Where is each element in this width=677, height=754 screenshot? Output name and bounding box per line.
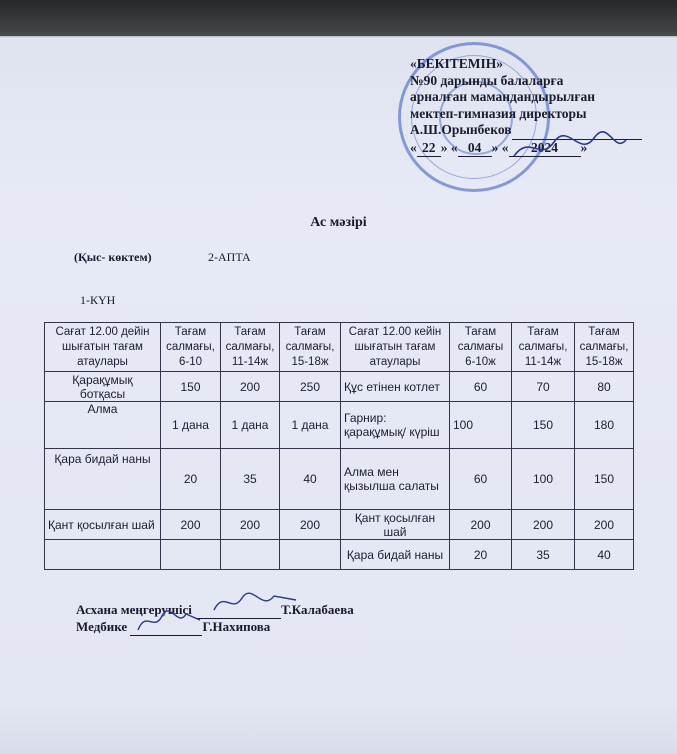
table-cell [221,540,280,570]
table-cell: Құс етінен котлет [341,372,450,402]
table-cell [161,540,221,570]
table-cell: Қарақұмық ботқасы [45,372,161,402]
table-cell: 250 [280,372,341,402]
approval-date: « 22 » « 04 » « 2024 » [410,140,660,158]
table-cell: 100 [512,449,575,510]
table-cell: 200 [575,510,634,540]
day-label: 1-КҮН [80,293,116,307]
table-cell: Алма мен қызылша салаты [341,449,450,510]
table-header-cell: Тағам салмағы, 15-18ж [575,323,634,372]
table-header-row [45,323,634,372]
nurse-name: Г.Нахипова [202,619,271,634]
approval-title: «БЕКІТЕМІН» [410,56,503,71]
table-cell: Қара бидай наны [45,449,161,510]
approval-line-2: арналған мамандандырылған [410,89,596,104]
table-cell: 60 [450,449,512,510]
chef-signature-icon [210,588,300,618]
table-header-cell: Тағам салмағы, 11-14ж [512,323,575,372]
table-cell: 150 [512,402,575,449]
table-cell: 1 дана [221,402,280,449]
table-cell: 35 [221,449,280,510]
table-cell: Гарнир: қарақұмық/ күріш [341,402,450,449]
table-cell: Қант қосылған шай [45,510,161,540]
table-cell: 150 [161,372,221,402]
table-cell: 70 [512,372,575,402]
week-label: 2-АПТА [208,250,251,264]
table-cell: Алма [45,402,161,449]
date-year: 2024 [509,140,581,158]
table-header-cell: Тағам салмағы, 11-14ж [221,323,280,372]
menu-title: Ас мәзірі [310,215,367,230]
table-cell: Қант қосылған шай [341,510,450,540]
chef-role: Асхана меңгерушісі [76,602,192,617]
director-name: А.Ш.Орынбеков [410,122,512,137]
table-cell: 200 [221,372,280,402]
nurse-signature-icon [136,606,202,636]
nurse-role: Медбике [76,619,128,634]
table-cell [45,540,161,570]
table-cell: 200 [161,510,221,540]
approval-line-3: мектеп-гимназия директоры [410,105,587,121]
table-row [45,372,634,402]
table-cell: 150 [575,449,634,510]
table-header-cell: Сағат 12.00 дейін шығатын тағам атаулары [45,323,161,372]
date-day: 22 [417,140,441,158]
season-label: (Қыс- көктем) [74,250,152,264]
approval-line-1: №90 дарынды балаларға [410,72,564,88]
table-row [45,510,634,540]
director-signature-icon [510,128,630,168]
table-cell: 200 [221,510,280,540]
table-header-cell: Тағам салмағы 6-10ж [450,323,512,372]
date-month: 04 [458,140,492,158]
table-cell: 20 [161,449,221,510]
table-cell: 180 [575,402,634,449]
menu-table [44,322,634,570]
table-cell: 80 [575,372,634,402]
table-cell: 20 [450,540,512,570]
table-row [45,540,634,570]
table-cell: Қара бидай наны [341,540,450,570]
table-row [45,402,634,449]
table-header-cell: Тағам салмағы, 6-10 [161,323,221,372]
table-cell: 200 [450,510,512,540]
table-cell: 200 [512,510,575,540]
table-cell: 40 [280,449,341,510]
table-header-cell: Сағат 12.00 кейін шығатын тағам атаулары [341,323,450,372]
photo-background-top [0,0,677,36]
table-header-cell: Тағам салмағы, 15-18ж [280,323,341,372]
table-cell: 100 [450,402,512,449]
table-cell [280,540,341,570]
table-cell: 60 [450,372,512,402]
table-cell: 200 [280,510,341,540]
chef-name: Т.Калабаева [281,602,354,617]
table-cell: 40 [575,540,634,570]
table-row [45,449,634,510]
table-cell: 1 дана [161,402,221,449]
table-cell: 35 [512,540,575,570]
table-cell: 1 дана [280,402,341,449]
